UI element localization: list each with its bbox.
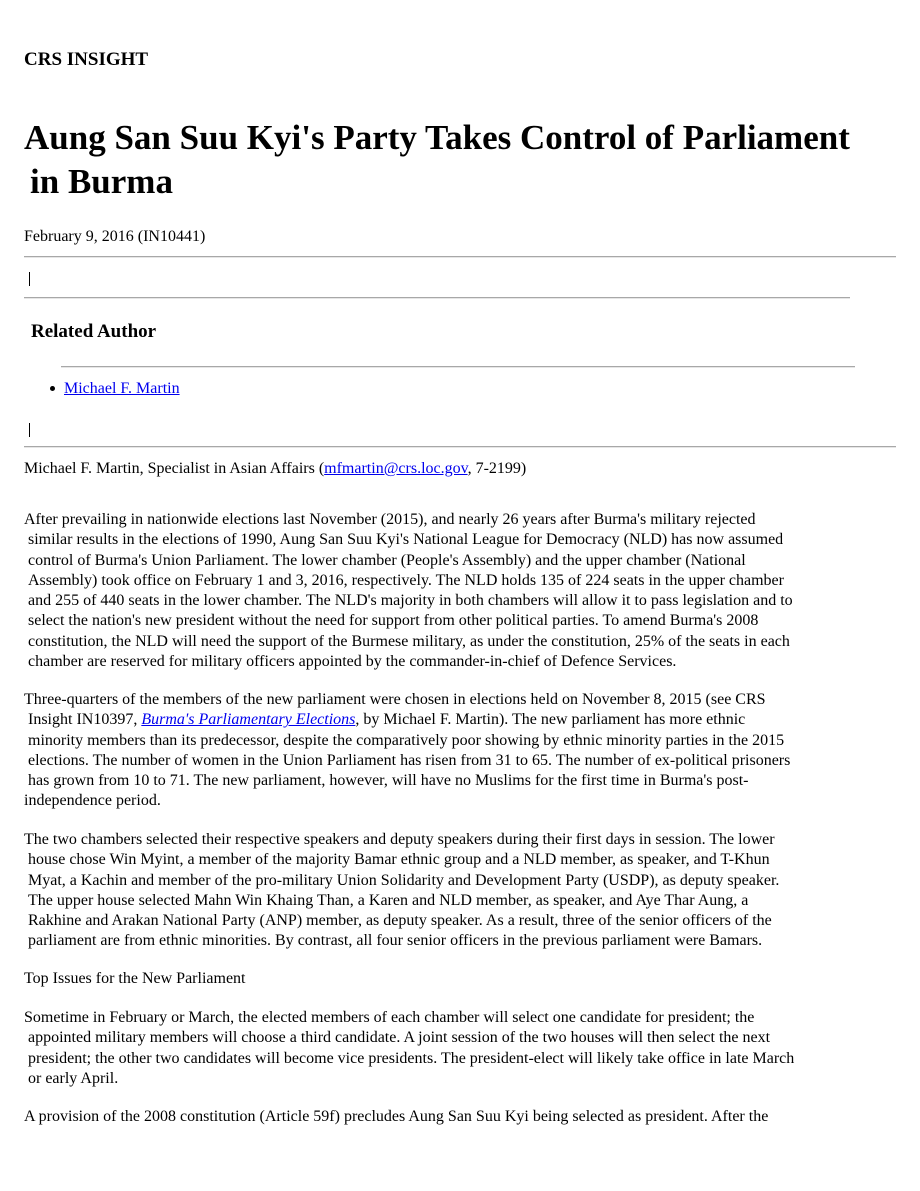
separator-bar (29, 272, 30, 286)
divider (24, 446, 896, 448)
page-title (24, 116, 904, 204)
paragraph-1 (24, 510, 896, 672)
byline-suffix: , 7-2199) (467, 460, 527, 477)
text-line: house chose Win Myint, a member of the majority Bamar ethnic group and a NLD member, as speaker, and T-Khun (28, 851, 770, 869)
paragraph-2 (24, 690, 896, 812)
text-line: Assembly) took office on February 1 and 3, 2016, respectively. The NLD holds 135 of 224 seats in the upper chamber (28, 571, 784, 589)
text-line: president; the other two candidates will become vice presidents. The president-elect will likely take office in late March (28, 1049, 795, 1067)
title-line-2: in Burma (30, 162, 173, 201)
section-heading: Top Issues for the New Parliament (24, 970, 246, 987)
text-line: control of Burma's Union Parliament. The lower chamber (People's Assembly) and the upper chamber (National (28, 551, 746, 569)
divider (61, 366, 855, 368)
related-author-heading: Related Author (31, 321, 157, 342)
text-line: constitution, the NLD will need the support of the Burmese military, as under the constitution, 25% of the seats in each (28, 632, 790, 650)
text-line: The two chambers selected their respective speakers and deputy speakers during their first days in session. The lower (24, 831, 775, 848)
anchor-link[interactable] (24, 271, 28, 283)
text-line: After prevailing in nationwide elections last November (2015), and nearly 26 years after Burma's military rejected (24, 511, 756, 528)
text-line: chamber are reserved for military officers appointed by the commander-in-chief of Defence Services. (28, 653, 677, 671)
text-line: similar results in the elections of 1990, Aung San Suu Kyi's National League for Democracy (NLD) has now assumed (28, 531, 784, 549)
text-line (24, 710, 896, 730)
text-line: minority members than its predecessor, despite the comparatively poor showing by ethnic minority parties in the 2015 (28, 731, 785, 749)
paragraph-5 (24, 1107, 896, 1127)
text-line: and 255 of 440 seats in the lower chamber. The NLD's majority in both chambers will allow it to pass legislation and to (28, 592, 793, 610)
text-line: or early April. (28, 1069, 119, 1087)
separator-bar (29, 423, 30, 437)
text-fragment: Insight IN10397, (28, 711, 142, 729)
text-line: Myat, a Kachin and member of the pro-military Union Solidarity and Development Party (USDP), as deputy speaker. (28, 871, 780, 889)
text-line: select the nation's new president without the need for support from other political parties. To amend Burma's 2008 (28, 612, 759, 630)
report-link[interactable]: Burma's Parliamentary Elections (141, 711, 356, 729)
email-link[interactable]: mfmartin@crs.loc.gov (324, 460, 468, 477)
text-line: The upper house selected Mahn Win Khaing Than, a Karen and NLD member, as speaker, and Aye Thar Aung, a (28, 891, 749, 909)
list-item (50, 380, 180, 398)
text-fragment: , by Michael F. Martin). The new parliament has more ethnic (355, 711, 746, 729)
divider (24, 256, 896, 258)
author-link[interactable]: Michael F. Martin (64, 380, 180, 397)
byline-prefix: Michael F. Martin, Specialist in Asian Affairs ( (24, 460, 325, 477)
text-line: independence period. (24, 792, 161, 810)
text-line: elections. The number of women in the Union Parliament has risen from 31 to 65. The number of ex-political prisoners (28, 751, 791, 769)
text-line: parliament are from ethnic minorities. By contrast, all four senior officers in the previous parliament were Bamars. (28, 932, 763, 950)
paragraph-3 (24, 830, 896, 952)
text-line: Three-quarters of the members of the new parliament were chosen in elections held on November 8, 2015 (see CRS (24, 691, 766, 708)
title-line-1: Aung San Suu Kyi's Party Takes Control of Parliament (24, 118, 850, 157)
text-line: appointed military members will choose a third candidate. A joint session of the two houses will then select the next (28, 1029, 771, 1047)
publication-date: February 9, 2016 (IN10441) (24, 228, 206, 245)
text-line: has grown from 10 to 71. The new parliament, however, will have no Muslims for the first time in Burma's post- (28, 772, 749, 790)
text-line: Rakhine and Arakan National Party (ANP) member, as deputy speaker. As a result, three of the senior officers of the (28, 912, 772, 930)
paragraph-4 (24, 1008, 896, 1089)
text-line: Sometime in February or March, the elected members of each chamber will select one candidate for president; the (24, 1009, 755, 1026)
anchor-link[interactable] (24, 423, 28, 435)
text-line: A provision of the 2008 constitution (Article 59f) precludes Aung San Suu Kyi being selected as president. After the (24, 1108, 769, 1125)
divider (24, 297, 850, 299)
report-series-label: CRS INSIGHT (24, 49, 149, 70)
author-byline (24, 460, 526, 478)
bullet-icon (50, 386, 55, 391)
